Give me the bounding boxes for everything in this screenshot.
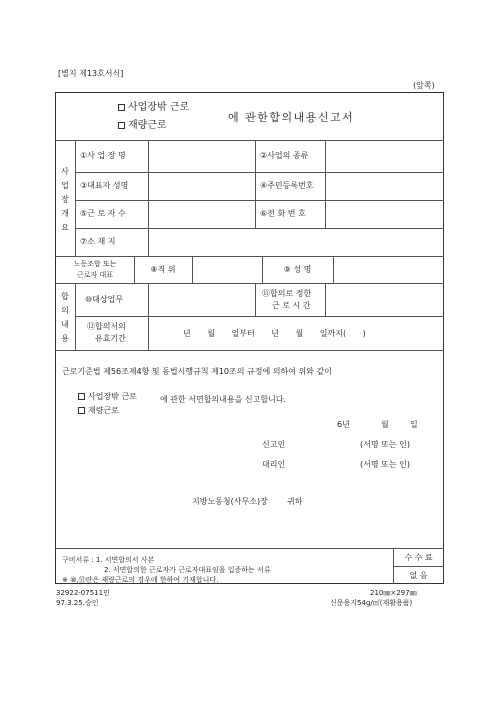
label-workplace-name: ①사 업 장 명 bbox=[80, 151, 126, 160]
reporter-signature: (서명 또는 인) bbox=[360, 440, 410, 449]
addressee-suffix: 귀하 bbox=[287, 497, 303, 506]
label-target-work: ⑩대상업무 bbox=[85, 295, 124, 304]
checkbox-discretionary-work[interactable] bbox=[118, 122, 125, 129]
label-union-line1: 노동조합 또는 bbox=[73, 260, 117, 268]
declaration-text: 에 관한 서면합의내용을 신고합니다. bbox=[160, 395, 287, 404]
label-union-line2: 근로자 대표 bbox=[76, 271, 114, 279]
label-worker-count: ⑤근 로 자 수 bbox=[80, 209, 126, 218]
label-reporter: 신고인 bbox=[262, 440, 286, 449]
divider bbox=[55, 140, 444, 141]
date-day: 일 bbox=[410, 420, 418, 429]
form-code: [별지 제13호서식] bbox=[58, 69, 124, 78]
date-year: 6년 bbox=[337, 420, 350, 429]
title-option-outside-work: 사업장밖 근로 bbox=[118, 103, 189, 113]
label-agreed-hours-line2: 근 로 시 간 bbox=[272, 301, 311, 310]
page-title: 에 관한합의내용신고서 bbox=[228, 111, 355, 124]
label-union-name: ⑨ 성 명 bbox=[283, 265, 312, 274]
label-address: ⑦소 재 지 bbox=[80, 237, 116, 246]
label-agent: 대리인 bbox=[262, 460, 286, 469]
label-validity-line1: ⑫합의서의 bbox=[87, 322, 126, 331]
title-option-discretionary-work: 재량근로 bbox=[118, 121, 167, 131]
footer-paper-type: 신문용지54g/㎡(재활용품) bbox=[330, 599, 413, 607]
footer-approval-date: 97.3.25.승인 bbox=[56, 599, 99, 607]
declaration-option-outside-work: 사업장밖 근로 bbox=[78, 393, 137, 401]
workplace-side-label: 사 업 장 개 요 bbox=[61, 167, 69, 232]
checkbox-outside-work[interactable] bbox=[118, 104, 125, 111]
documents-note: ※ ⑩,⑪란은 재량근로의 경우에 한하여 기재합니다. bbox=[62, 576, 219, 584]
label-union-position: ⑧직 위 bbox=[150, 265, 176, 274]
declaration-option-discretionary: 재량근로 bbox=[78, 407, 119, 415]
checkbox-declaration-discretionary[interactable] bbox=[78, 407, 85, 414]
date-month: 월 bbox=[381, 420, 389, 429]
validity-period-value: 년 월 일부터 년 월 일까지( ) bbox=[183, 329, 366, 338]
addressee: 지방노동청(사무소)장 bbox=[192, 497, 268, 506]
label-validity-line2: 유효기간 bbox=[95, 334, 126, 343]
footer-form-code: 32922-07511민 bbox=[56, 589, 110, 597]
footer-paper-size: 210㎜×297㎜ bbox=[370, 589, 417, 597]
required-documents-label: 구비서류 : 1. 서면합의서 사본 bbox=[62, 556, 155, 564]
agent-signature: (서명 또는 인) bbox=[360, 460, 410, 469]
page-side-label: (앞쪽) bbox=[413, 81, 435, 90]
label-business-type: ②사업의 종류 bbox=[260, 151, 309, 160]
checkbox-declaration-outside-work[interactable] bbox=[78, 393, 85, 400]
fee-value: 없 음 bbox=[409, 571, 428, 580]
agreement-side-label: 합 의 내 용 bbox=[61, 292, 69, 343]
required-document-2: 2. 서면합의한 근로자가 근로자대표임을 입증하는 서류 bbox=[104, 566, 271, 574]
label-agreed-hours-line1: ⑪합의로 정한 bbox=[262, 289, 312, 298]
label-resident-number: ④주민등록번호 bbox=[260, 181, 314, 190]
label-representative-name: ③대표자 성명 bbox=[80, 181, 129, 190]
label-phone-number: ⑥전 화 번 호 bbox=[260, 209, 306, 218]
fee-label: 수 수 료 bbox=[404, 553, 433, 562]
declaration-intro: 근로기준법 제56조제4항 및 동법시행규칙 제10조의 규정에 의하여 위와 같이 bbox=[62, 367, 332, 376]
